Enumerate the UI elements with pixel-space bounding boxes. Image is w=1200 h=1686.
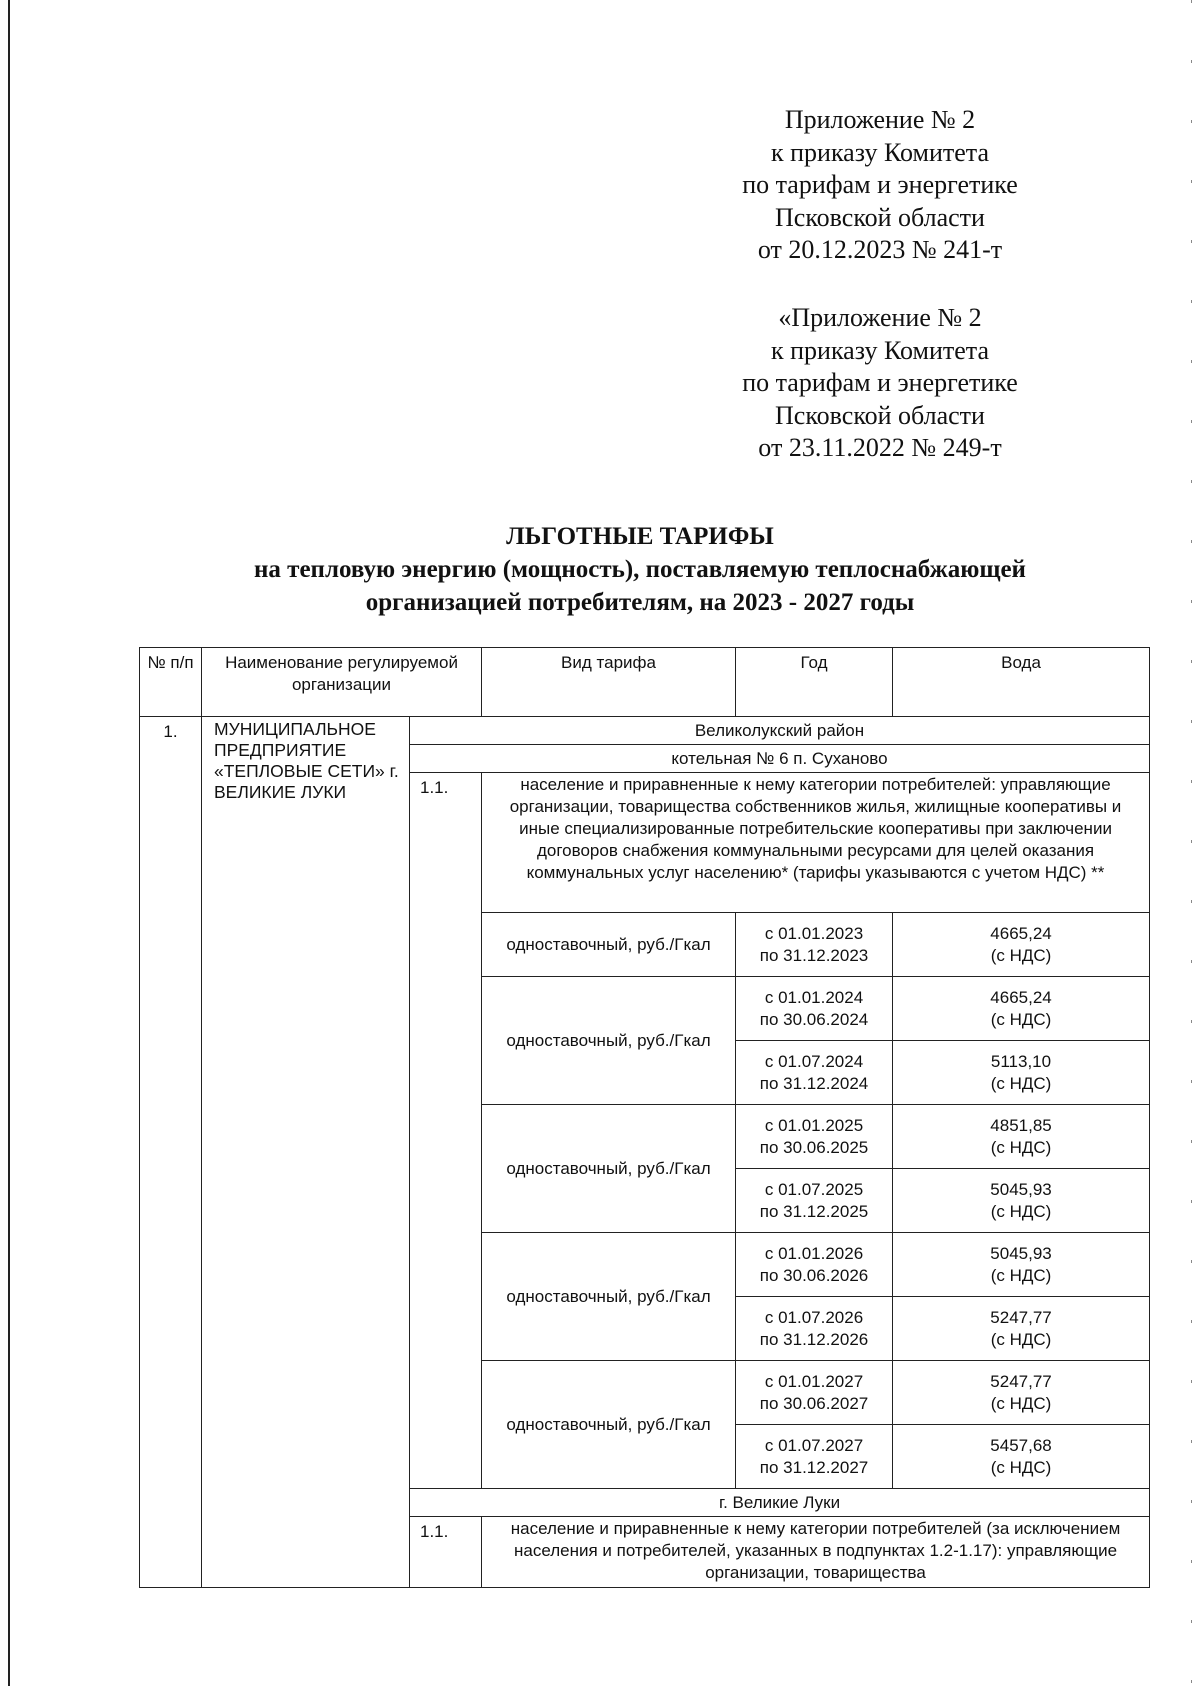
period-to: по 31.12.2024 [759, 1073, 869, 1093]
subitem-number: 1.1. [410, 773, 482, 1489]
period-to: по 30.06.2024 [759, 1009, 869, 1029]
consumer-category: население и приравненные к нему категории потребителей (за исключением населения и потребителей, указанных в подпунктах 1.2-1.17): управляющие организации, товарищества [482, 1517, 1150, 1588]
header-year: Год [736, 648, 893, 717]
tariff-value: 5113,10 [990, 1051, 1052, 1071]
approval-block-current [700, 104, 1060, 267]
period-cell [736, 1105, 893, 1169]
tariff-type: одноставочный, руб./Гкал [482, 1233, 736, 1361]
period-from: с 01.01.2026 [764, 1243, 864, 1263]
approval-line: Псковской области [775, 202, 985, 232]
period-from: с 01.07.2024 [764, 1051, 864, 1071]
title-line-1: ЛЬГОТНЫЕ ТАРИФЫ [506, 523, 774, 550]
tariff-value-cell [893, 1425, 1150, 1489]
period-from: с 01.07.2025 [764, 1179, 864, 1199]
approval-line: от 20.12.2023 № 241-т [757, 235, 1003, 264]
organization-name: МУНИЦИПАЛЬНОЕ ПРЕДПРИЯТИЕ «ТЕПЛОВЫЕ СЕТИ» г. ВЕЛИКИЕ ЛУКИ [202, 717, 410, 1588]
row-number: 1. [140, 717, 202, 1588]
period-cell [736, 1041, 893, 1105]
period-cell [736, 913, 893, 977]
period-from: с 01.07.2027 [764, 1435, 864, 1455]
vat-note: (с НДС) [990, 1457, 1052, 1477]
period-to: по 31.12.2026 [759, 1329, 869, 1349]
tariff-value-cell [893, 1169, 1150, 1233]
tariff-value-cell [893, 1361, 1150, 1425]
vat-note: (с НДС) [990, 1073, 1052, 1093]
period-to: по 31.12.2023 [759, 945, 869, 965]
title-line-3: организацией потребителям, на 2023 - 2027 годы [365, 589, 915, 616]
tariff-type: одноставочный, руб./Гкал [482, 977, 736, 1105]
approval-line: по тарифам и энергетике [742, 368, 1018, 397]
approval-line: к приказу Комитета [770, 335, 989, 365]
tariff-value-cell [893, 977, 1150, 1041]
vat-note: (с НДС) [990, 1393, 1052, 1413]
period-from: с 01.07.2026 [764, 1307, 864, 1327]
tariff-value-cell [893, 1105, 1150, 1169]
tariff-value-cell [893, 1041, 1150, 1105]
consumer-category: население и приравненные к нему категории потребителей: управляющие организации, товарищества собственников жилья, жилищные кооперативы и иные специализированные потребительские кооперативы при заключении договоров снабжения коммунальными ресурсами для целей оказания коммунальных услуг населению* (тарифы указываются с учетом НДС) ** [482, 773, 1150, 913]
approval-line: от 23.11.2022 № 249-т [758, 433, 1002, 462]
period-from: с 01.01.2025 [764, 1115, 864, 1135]
table-row [140, 717, 1150, 745]
vat-note: (с НДС) [990, 1329, 1052, 1349]
approval-line: по тарифам и энергетике [742, 170, 1018, 199]
tariff-value: 5457,68 [990, 1435, 1052, 1455]
city-name: г. Великие Луки [410, 1489, 1150, 1517]
vat-note: (с НДС) [990, 1201, 1052, 1221]
boiler-name: котельная № 6 п. Суханово [410, 745, 1150, 773]
period-cell [736, 1425, 893, 1489]
period-from: с 01.01.2023 [764, 923, 864, 943]
approval-line: Псковской области [775, 400, 985, 430]
period-to: по 31.12.2027 [759, 1457, 869, 1477]
vat-note: (с НДС) [990, 1265, 1052, 1285]
page-left-edge [8, 0, 10, 1686]
period-cell [736, 1169, 893, 1233]
tariff-value: 4851,85 [990, 1115, 1052, 1135]
period-to: по 31.12.2025 [759, 1201, 869, 1221]
table-header-row [140, 648, 1150, 717]
header-water: Вода [893, 648, 1150, 717]
tariff-value: 4665,24 [990, 987, 1052, 1007]
district-name: Великолукский район [410, 717, 1150, 745]
tariff-value-cell [893, 913, 1150, 977]
vat-note: (с НДС) [990, 1137, 1052, 1157]
tariff-table [139, 647, 1150, 1588]
period-cell [736, 1361, 893, 1425]
tariff-value: 5045,93 [990, 1243, 1052, 1263]
approval-line: Приложение № 2 [784, 105, 976, 134]
tariff-value: 5247,77 [990, 1371, 1052, 1391]
vat-note: (с НДС) [990, 1009, 1052, 1029]
header-organization: Наименование регулируемой организации [202, 648, 482, 717]
tariff-value-cell [893, 1233, 1150, 1297]
period-cell [736, 1233, 893, 1297]
tariff-type: одноставочный, руб./Гкал [482, 913, 736, 977]
approval-line: «Приложение № 2 [778, 303, 982, 332]
tariff-value: 5247,77 [990, 1307, 1052, 1327]
vat-note: (с НДС) [990, 945, 1052, 965]
approval-line: к приказу Комитета [770, 137, 989, 167]
header-tariff-type: Вид тарифа [482, 648, 736, 717]
page-right-edge [1191, 0, 1192, 1686]
period-to: по 30.06.2025 [759, 1137, 869, 1157]
tariff-value-cell [893, 1297, 1150, 1361]
tariff-type: одноставочный, руб./Гкал [482, 1105, 736, 1233]
document-title [130, 520, 1150, 619]
tariff-value: 5045,93 [990, 1179, 1052, 1199]
period-to: по 30.06.2027 [759, 1393, 869, 1413]
approval-block-original [700, 302, 1060, 465]
period-to: по 30.06.2026 [759, 1265, 869, 1285]
period-from: с 01.01.2024 [764, 987, 864, 1007]
header-num: № п/п [140, 648, 202, 717]
period-cell [736, 977, 893, 1041]
subitem-number: 1.1. [410, 1517, 482, 1588]
tariff-value: 4665,24 [990, 923, 1052, 943]
tariff-type: одноставочный, руб./Гкал [482, 1361, 736, 1489]
title-line-2: на тепловую энергию (мощность), поставляемую теплоснабжающей [254, 556, 1026, 583]
period-from: с 01.01.2027 [764, 1371, 864, 1391]
period-cell [736, 1297, 893, 1361]
